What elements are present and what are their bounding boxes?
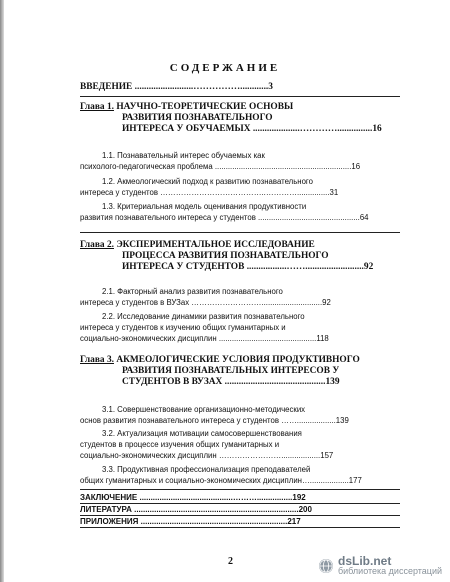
toc-section-1-3-leader: ...............................................: [255, 213, 360, 222]
toc-section-2-2-leader: .............................................: [216, 334, 317, 343]
toc-chapter-1-leader: ....................…………...............: [250, 124, 373, 134]
toc-section-3-2-line3: [80, 450, 406, 461]
toc-chapter-3-title-line2: РАЗВИТИЯ ПОЗНАВАТЕЛЬНЫХ ИНТЕРЕСОВ У: [122, 366, 340, 376]
toc-section-3-1-page: 139: [335, 416, 349, 425]
toc-section-1-3-line1: 1.3. Критериальная модель оценивания продуктивности: [102, 202, 307, 211]
toc-entry-intro: [80, 82, 405, 93]
toc-section-1-2-page: 31: [329, 188, 339, 197]
toc-entry-appendix: [80, 516, 407, 527]
globe-icon: [318, 558, 334, 574]
page-binding-edge: [0, 0, 4, 582]
toc-entry-intro-leader: .........................……………............: [132, 82, 269, 92]
toc-chapter-3-label: Глава 3.: [80, 355, 114, 365]
toc-chapter-2-leader: .................…….........................: [244, 262, 364, 272]
toc-section-3-2-line1: 3.2. Актуализация мотивации самосовершенствования: [102, 429, 302, 438]
watermark: [318, 556, 442, 576]
watermark-subtitle: библиотека диссертаций: [337, 566, 442, 576]
toc-section-2-2-text: социально-экономических дисциплин: [80, 334, 217, 343]
toc-entry-appendix-page: 217: [287, 517, 301, 526]
toc-section-1-3-page: 64: [359, 213, 369, 222]
toc-section-2-1-line2: [80, 297, 403, 308]
toc-entry-literature-page: 200: [298, 505, 312, 514]
toc-section-3-2-text: социально-экономических дисциплин: [80, 451, 217, 460]
toc-section-3-1-line1: 3.1. Совершенствование организационно-методических: [102, 405, 306, 414]
divider: [80, 96, 400, 97]
toc-entry-conclusion-label: ЗАКЛЮЧЕНИЕ: [80, 493, 138, 502]
toc-entry-literature-label: ЛИТЕРАТУРА: [80, 505, 132, 514]
toc-section-2-2-line2: интереса у студентов к изучению общих гуманитарных и: [80, 323, 286, 332]
toc-entry-conclusion-leader: ..........................................………................: [137, 493, 293, 502]
toc-section-2-1-page: 92: [322, 298, 331, 307]
toc-section-3-3-line1: 3.3. Продуктивная профессионализация преподавателей: [102, 465, 311, 474]
toc-entry-literature: [80, 504, 407, 515]
divider: [80, 232, 400, 233]
toc-entry-appendix-leader: ..................................................................: [138, 517, 288, 526]
toc-chapter-1-title-line3: [122, 124, 402, 135]
toc-chapter-2-heading: [80, 240, 315, 251]
toc-section-3-3-page: 177: [348, 476, 362, 485]
toc-section-1-1-line1: 1.1. Познавательный интерес обучаемых как: [102, 151, 265, 160]
watermark-brand: dsLib.net: [337, 554, 392, 568]
page-title: СОДЕРЖАНИЕ: [169, 62, 281, 74]
toc-section-2-1-text: интереса у студентов в ВУЗах: [80, 298, 190, 307]
toc-section-3-3-leader: …..................: [302, 476, 349, 485]
toc-chapter-1-title-text: ИНТЕРЕСА У ОБУЧАЕМЫХ: [122, 124, 251, 134]
toc-section-3-2-page: 157: [320, 451, 334, 460]
toc-chapter-1-heading: [80, 102, 293, 113]
toc-chapter-3-page: 139: [325, 377, 340, 387]
toc-section-1-2-leader: …………………………………..…………...............: [157, 188, 330, 197]
page-number: 2: [228, 556, 233, 567]
toc-chapter-1-title-line1: НАУЧНО-ТЕОРЕТИЧЕСКИЕ ОСНОВЫ: [116, 102, 294, 112]
toc-entry-conclusion-page: 192: [292, 493, 306, 502]
toc-chapter-2-page: 92: [363, 262, 374, 272]
toc-section-2-2-line3: [80, 333, 403, 344]
toc-section-1-1-page: 16: [351, 162, 361, 171]
toc-chapter-3-title-line1: АКМЕОЛОГИЧЕСКИЕ УСЛОВИЯ ПРОДУКТИВНОГО: [116, 355, 360, 365]
toc-section-1-2-line2: [80, 187, 403, 198]
toc-section-1-2-line1: 1.2. Акмеологический подход к развитию познавательного: [102, 177, 313, 186]
toc-entry-conclusion: [80, 492, 407, 503]
toc-section-2-2-line1: 2.2. Исследование динамики развития познавательного: [102, 312, 305, 321]
toc-section-3-2-leader: ……………………..................: [216, 451, 321, 460]
toc-chapter-2-title-text: ИНТЕРЕСА У СТУДЕНТОВ: [122, 262, 245, 272]
toc-section-3-3-text: общих гуманитарных и социально-экономических дисциплин: [80, 476, 302, 485]
toc-section-3-1-line2: [80, 415, 406, 426]
toc-chapter-2-title-line2: ПРОЦЕССА РАЗВИТИЯ ПОЗНАВАТЕЛЬНОГО: [122, 251, 329, 261]
toc-chapter-3-title-line3: [122, 377, 412, 388]
toc-chapter-3-title-text: СТУДЕНТОВ В ВУЗАХ: [122, 377, 223, 387]
toc-chapter-3-leader: ...........................................: [222, 377, 326, 387]
toc-section-1-3-line2: [80, 212, 403, 223]
toc-chapter-3-heading: [80, 355, 360, 366]
toc-entry-intro-page: 3: [268, 82, 273, 92]
toc-section-2-1-leader: ………………………............................: [189, 298, 323, 307]
toc-section-1-1-leader: ...............................................................: [212, 162, 352, 171]
toc-entry-appendix-label: ПРИЛОЖЕНИЯ: [80, 517, 139, 526]
toc-section-3-3-line2: [80, 475, 406, 486]
toc-section-1-1-line2: [80, 161, 403, 172]
toc-section-2-1-line1: 2.1. Факторный анализ развития познавательного: [102, 287, 283, 296]
toc-entry-literature-leader: ..........................................................................: [131, 505, 299, 514]
divider: [80, 527, 400, 528]
toc-entry-intro-label: ВВЕДЕНИЕ: [80, 82, 133, 92]
toc-chapter-1-label: Глава 1.: [80, 102, 114, 112]
toc-section-1-1-text: психолого-педагогическая проблема: [80, 162, 213, 171]
toc-section-3-2-line2: студентов в процессе изучения общих гуманитарных и: [80, 440, 280, 449]
divider: [80, 489, 400, 490]
toc-chapter-2-title-line3: [122, 262, 404, 273]
toc-section-1-3-text: развития познавательного интереса у студентов: [80, 213, 256, 222]
toc-chapter-1-page: 16: [372, 124, 382, 134]
toc-chapter-2-label: Глава 2.: [80, 240, 114, 250]
toc-section-2-2-page: 118: [316, 334, 329, 343]
toc-section-3-1-text: основ развития познавательного интереса у студентов: [80, 416, 280, 425]
toc-chapter-2-title-line1: ЭКСПЕРИМЕНТАЛЬНОЕ ИССЛЕДОВАНИЕ: [116, 240, 315, 250]
toc-section-3-1-leader: ……..................: [279, 416, 336, 425]
toc-chapter-1-title-line2: РАЗВИТИЯ ПОЗНАВАТЕЛЬНОГО: [122, 113, 273, 123]
toc-section-1-2-text: интереса у студентов: [80, 188, 158, 197]
